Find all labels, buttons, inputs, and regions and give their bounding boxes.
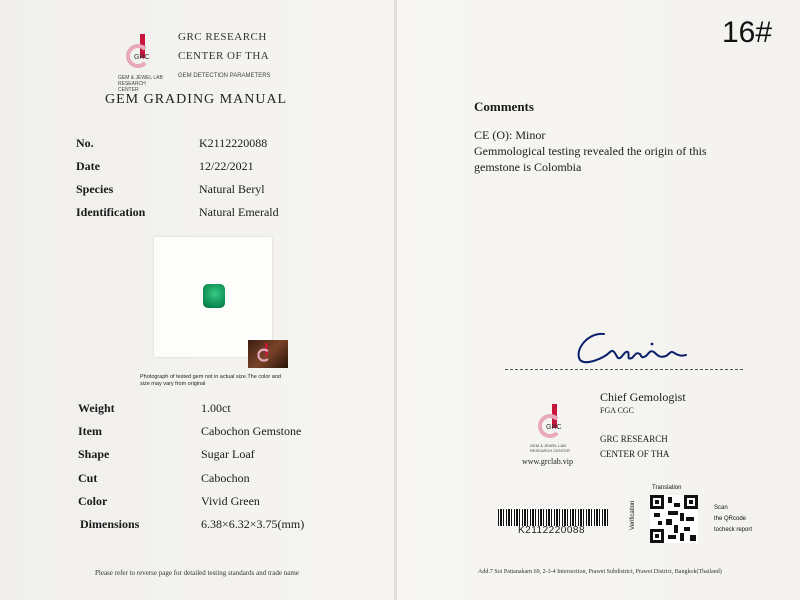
signature-line [505, 369, 743, 370]
address-footer: Add.7 Soi Pattanakarn 69, 2-3-4 Intersection, Prawet Subdistrict, Prawet District, Bangkok(Thailand) [478, 569, 722, 575]
gem-photo [154, 237, 272, 357]
comment-line-2: Gemmological testing revealed the origin of this [474, 144, 707, 158]
grc-logo-icon-right: GRC [532, 404, 570, 442]
org-name-line1: GRC RESEARCH [178, 31, 267, 43]
verification-label: Verification [630, 500, 636, 530]
org-name-right-line1: GRC RESEARCH [600, 434, 668, 444]
org-name-right-line2: CENTER OF THA [600, 449, 670, 459]
logo-subtext-right: GEM & JEWEL LAB RESEARCH CENTER [530, 443, 570, 453]
photo-caption: Photograph of tested gem not in actual size.The color and size may vary from original [140, 374, 281, 387]
gemologist-title: Chief Gemologist [600, 390, 686, 404]
scan-instructions: Scan the QRcode tocheck report [714, 505, 753, 533]
page-fold [394, 0, 397, 600]
barcode-number: K2112220088 [518, 525, 586, 536]
comments-title: Comments [474, 99, 534, 114]
grc-logo-icon: GRC [120, 34, 158, 72]
manual-title: GEM GRADING MANUAL [105, 92, 288, 107]
comment-line-1: CE (O): Minor [474, 128, 546, 142]
hologram-seal-icon [248, 340, 288, 368]
translation-label: Translation [652, 485, 682, 491]
signature-icon [570, 322, 690, 368]
org-subtitle: GEM DETECTION PARAMETERS [178, 73, 271, 79]
corner-tag: 16# [722, 16, 773, 49]
gemologist-credentials: FGA CGC [600, 406, 635, 415]
org-name-line2: CENTER OF THA [178, 50, 270, 62]
qr-code-icon[interactable] [650, 495, 698, 543]
left-footer: Please refer to reverse page for detailed testing standards and trade name [95, 569, 299, 577]
comment-line-3: gemstone is Colombia [474, 160, 582, 174]
website-link[interactable]: www.grclab.vip [522, 457, 574, 466]
emerald-gem-image [203, 284, 225, 308]
logo-subtext: GEM & JEWEL LAB RESEARCH CENTER [118, 75, 163, 93]
barcode-icon [498, 509, 608, 526]
